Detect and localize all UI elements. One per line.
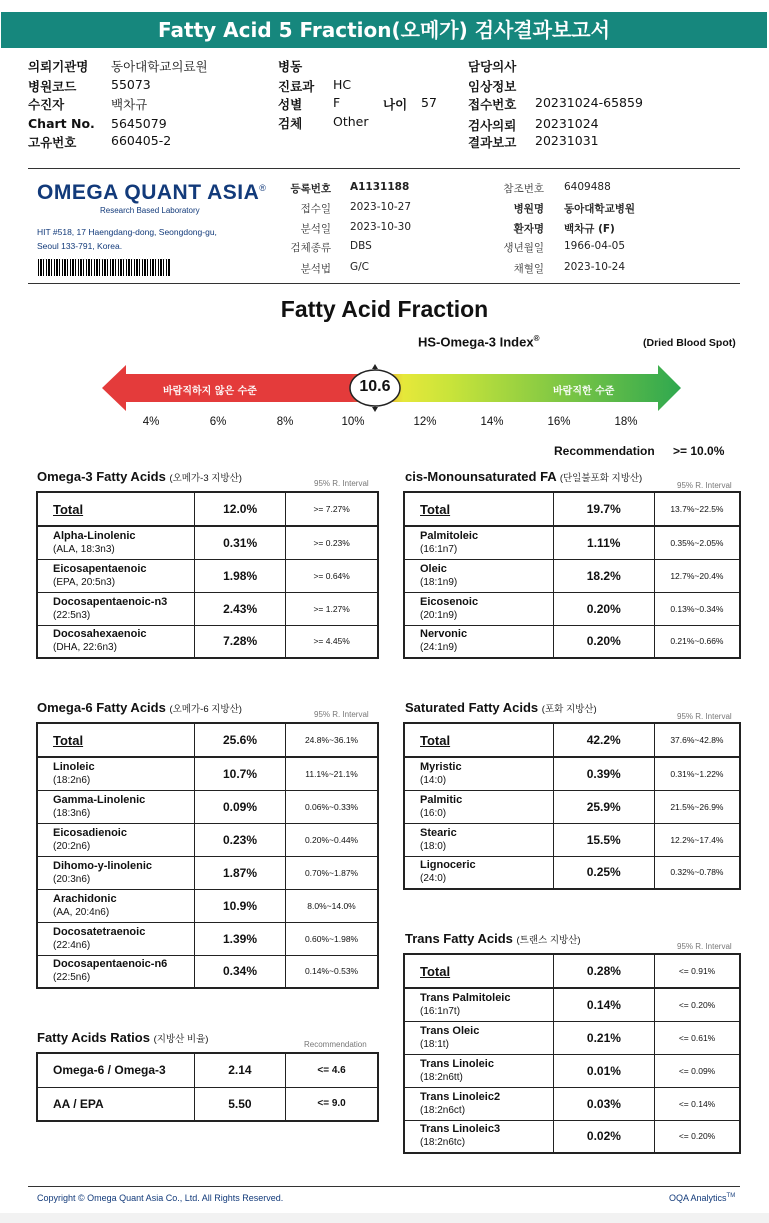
- field-hospital-code: 병원코드 55073: [28, 77, 151, 94]
- omega3-total-value: 12.0%: [195, 492, 286, 526]
- table-row: Docosatetraenoic (22:4n6) 1.39% 0.60%~1.98%: [37, 922, 378, 955]
- info-value-method: G/C: [350, 261, 370, 273]
- scale-label: 10%: [341, 416, 365, 428]
- lab-logo: OMEGA QUANT ASIA®: [37, 181, 267, 204]
- table-row: Eicosenoic (20:1n9) 0.20% 0.13%~0.34%: [404, 592, 740, 625]
- info-value-collected: 2023-10-24: [564, 261, 626, 273]
- omega3-title: Omega-3 Fatty Acids (오메가-3 지방산): [37, 469, 242, 484]
- scale-label: 14%: [480, 416, 504, 428]
- scale-label: 18%: [614, 416, 638, 428]
- table-row: Docosahexaenoic (DHA, 22:6n3) 7.28% >= 4.45%: [37, 625, 378, 658]
- table-row: Eicosadienoic (20:2n6) 0.23% 0.20%~0.44%: [37, 823, 378, 856]
- table-row: Stearic (18:0) 15.5% 12.2%~17.4%: [404, 823, 740, 856]
- mufa-title: cis-Monounsaturated FA (단일불포화 지방산): [405, 469, 643, 484]
- desirable-label: 바람직한 수준: [553, 386, 615, 397]
- recommendation-label: Recommendation: [554, 444, 655, 458]
- scale-label: 16%: [547, 416, 571, 428]
- table-row: Total 42.2% 37.6%~42.8%: [404, 723, 740, 757]
- interval-label: 95% R. Interval: [677, 481, 732, 490]
- ratios-reco-label: Recommendation: [304, 1040, 367, 1049]
- field-receipt-no: 접수번호 20231024-65859: [468, 95, 643, 112]
- field-report-date: 결과보고 20231031: [468, 133, 599, 150]
- field-chart-no: Chart No. 5645079: [28, 116, 167, 131]
- info-value-hospital: 동아대학교병원: [564, 203, 636, 215]
- table-row: Trans Linoleic2 (18:2n6ct) 0.03% <= 0.14%: [404, 1087, 740, 1120]
- table-row: [37, 492, 378, 526]
- sfa-title: Saturated Fatty Acids (포화 지방산): [405, 700, 597, 715]
- info-label-method: 분석법: [300, 263, 331, 275]
- omega6-title: Omega-6 Fatty Acids (오메가-6 지방산): [37, 700, 242, 715]
- field-institution: 의뢰기관명 동아대학교의료원: [28, 59, 208, 74]
- info-label-reg-no: 등록번호: [290, 183, 331, 195]
- table-row: Total 25.6% 24.8%~36.1%: [37, 723, 378, 757]
- table-row: Trans Linoleic (18:2n6tt) 0.01% <= 0.09%: [404, 1054, 740, 1087]
- omega6-table: [36, 722, 379, 989]
- table-row: Dihomo-y-linolenic (20:3n6) 1.87% 0.70%~1.87%: [37, 856, 378, 889]
- table-row: Myristic (14:0) 0.39% 0.31%~1.22%: [404, 757, 740, 790]
- scale-label: 6%: [209, 416, 227, 428]
- scale-label: 8%: [276, 416, 294, 428]
- report-title: Fatty Acid 5 Fraction(오메가) 검사결과보고서: [1, 12, 767, 48]
- table-row: Nervonic (24:1n9) 0.20% 0.21%~0.66%: [404, 625, 740, 658]
- info-value-ref-no: 6409488: [564, 181, 611, 193]
- table-row: Arachidonic (AA, 20:4n6) 10.9% 8.0%~14.0%: [37, 889, 378, 922]
- info-value-patient: 백차규 (F): [564, 223, 615, 235]
- interval-label: 95% R. Interval: [314, 479, 369, 488]
- table-row: Palmitic (16:0) 25.9% 21.5%~26.9%: [404, 790, 740, 823]
- table-row: Omega-6 / Omega-3 2.14 <= 4.6: [37, 1053, 378, 1087]
- table-row: Gamma-Linolenic (18:3n6) 0.09% 0.06%~0.33%: [37, 790, 378, 823]
- info-value-received: 2023-10-27: [350, 201, 412, 213]
- field-department: 진료과 HC: [278, 77, 352, 94]
- field-sex: 성별 F: [278, 95, 341, 112]
- ratios-title: Fatty Acids Ratios (지방산 비율): [37, 1030, 209, 1045]
- interval-label: 95% R. Interval: [677, 712, 732, 721]
- footer-brand: OQA Analytics™: [669, 1193, 736, 1203]
- section-title: Fatty Acid Fraction: [280, 296, 489, 322]
- table-row: Lignoceric (24:0) 0.25% 0.32%~0.78%: [404, 856, 740, 889]
- field-specimen: 검체 Other: [278, 114, 369, 131]
- field-ward: 병동: [278, 59, 303, 74]
- table-row: AA / EPA 5.50 <= 9.0: [37, 1087, 378, 1121]
- table-row: Trans Linoleic3 (18:2n6tc) 0.02% <= 0.20%: [404, 1120, 740, 1153]
- table-row: Trans Oleic (18:1t) 0.21% <= 0.61%: [404, 1021, 740, 1054]
- info-label-received: 접수일: [300, 203, 331, 215]
- scale-label: 4%: [142, 416, 160, 428]
- barcode: [38, 259, 170, 276]
- table-row: Linoleic (18:2n6) 10.7% 11.1%~21.1%: [37, 757, 378, 790]
- info-value-dob: 1966-04-05: [564, 240, 626, 252]
- table-row: Trans Palmitoleic (16:1n7t) 0.14% <= 0.20%: [404, 988, 740, 1021]
- recommendation-value: >= 10.0%: [673, 444, 725, 458]
- divider: [28, 283, 740, 284]
- undesirable-label: 바람직하지 않은 수준: [163, 386, 257, 397]
- info-label-dob: 생년월일: [503, 242, 544, 254]
- omega3-total-label: Total: [37, 492, 195, 526]
- interval-label: 95% R. Interval: [314, 710, 369, 719]
- table-row: Palmitoleic (16:1n7) 1.11% 0.35%~2.05%: [404, 526, 740, 559]
- omega3-table: [36, 491, 379, 659]
- table-row: Alpha-Linolenic (ALA, 18:3n3) 0.31% >= 0.23%: [37, 526, 378, 559]
- info-label-sample-type: 검체종류: [290, 242, 331, 254]
- info-label-collected: 채혈일: [513, 263, 544, 275]
- table-row: Oleic (18:1n9) 18.2% 12.7%~20.4%: [404, 559, 740, 592]
- field-clinical-info: 임상정보: [468, 79, 517, 94]
- sfa-table: [403, 722, 741, 890]
- info-label-analyzed: 분석일: [300, 223, 331, 235]
- ratios-table: [36, 1052, 379, 1122]
- divider: [28, 168, 740, 169]
- table-row: Eicosapentaenoic (EPA, 20:5n3) 1.98% >= 0.64%: [37, 559, 378, 592]
- sample-note: (Dried Blood Spot): [643, 337, 736, 349]
- index-title: HS-Omega-3 Index®: [418, 334, 540, 350]
- interval-label: 95% R. Interval: [677, 942, 732, 951]
- field-doctor: 담당의사: [468, 59, 517, 74]
- lab-tagline: Research Based Laboratory: [100, 206, 200, 215]
- field-request-date: 검사의뢰 20231024: [468, 116, 599, 133]
- trans-table: [403, 953, 741, 1154]
- info-value-analyzed: 2023-10-30: [350, 221, 412, 233]
- field-age: 나이 57: [383, 95, 437, 112]
- footer-copyright: Copyright © Omega Quant Asia Co., Ltd. All Rights Reserved.: [37, 1193, 284, 1203]
- info-label-ref-no: 참조번호: [503, 183, 544, 195]
- info-label-hospital: 병원명: [513, 203, 544, 215]
- field-unique-no: 고유번호 660405-2: [28, 133, 172, 150]
- info-value-reg-no: A1131188: [350, 181, 410, 193]
- field-recipient: 수진자 백차규: [28, 97, 148, 112]
- table-row: Docosapentaenoic-n6 (22:5n6) 0.34% 0.14%~0.53%: [37, 955, 378, 988]
- lab-address: HIT #518, 17 Haengdang-dong, Seongdong-gu, Seoul 133-791, Korea.: [37, 227, 217, 251]
- omega3-total-range: >= 7.27%: [286, 492, 378, 526]
- index-value: 10.6: [359, 378, 391, 395]
- info-value-sample-type: DBS: [350, 240, 372, 252]
- info-label-patient: 환자명: [513, 223, 544, 235]
- table-row: Docosapentaenoic-n3 (22:5n3) 2.43% >= 1.27%: [37, 592, 378, 625]
- divider: [28, 1186, 740, 1187]
- scale-label: 12%: [413, 416, 437, 428]
- table-row: Total 19.7% 13.7%~22.5%: [404, 492, 740, 526]
- table-row: Total 0.28% <= 0.91%: [404, 954, 740, 988]
- mufa-table: [403, 491, 741, 659]
- trans-title: Trans Fatty Acids (트랜스 지방산): [405, 931, 581, 946]
